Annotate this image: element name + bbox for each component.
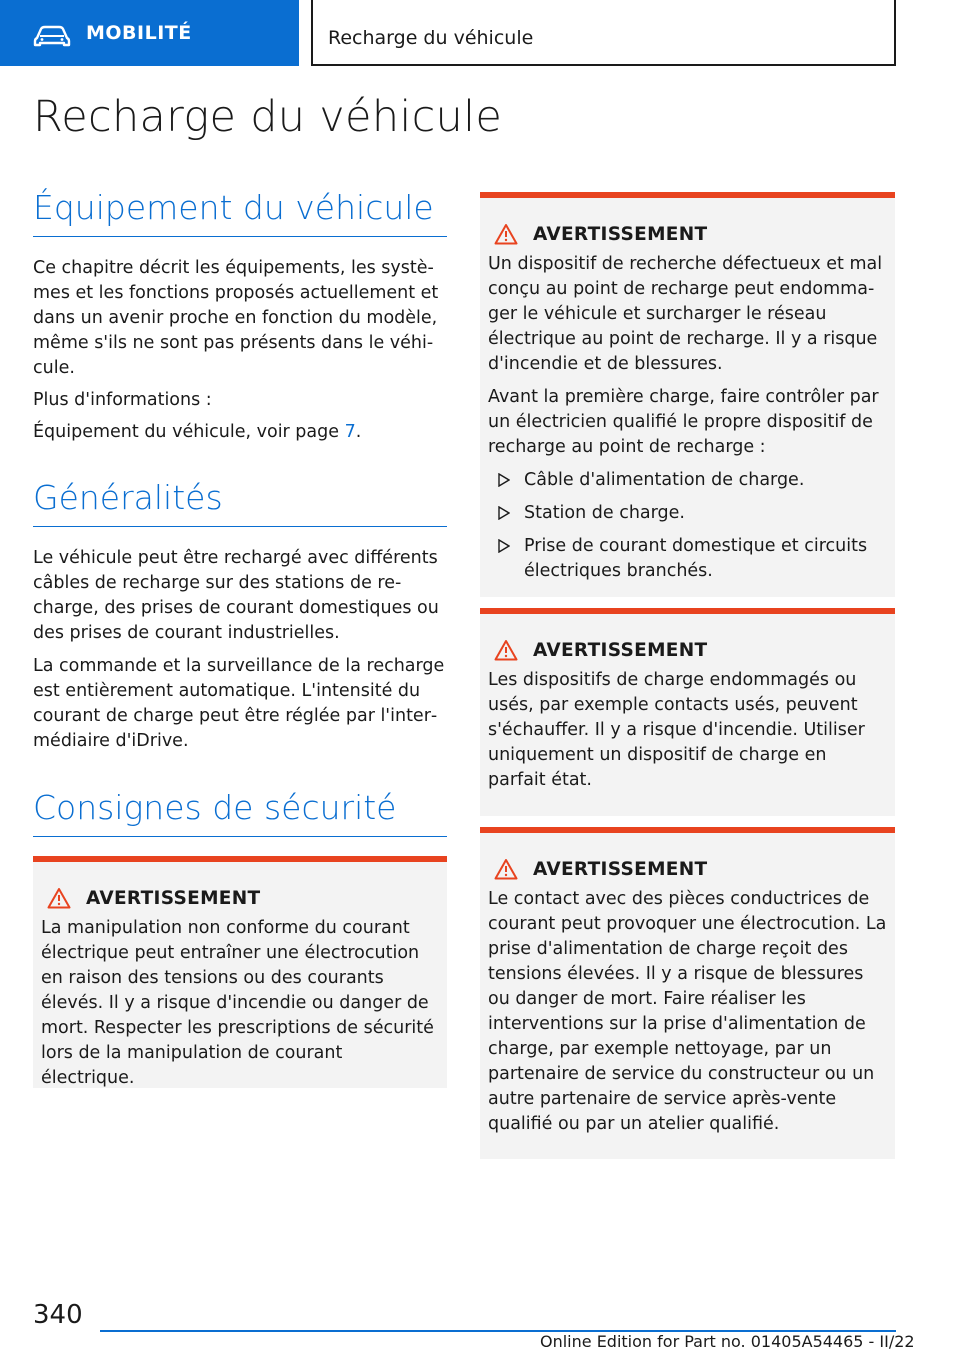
checklist (488, 468, 887, 584)
warning-text-2: Avant la première charge, faire contrôler par un électricien qualifié le propre dispositif de recharge au point de recharge : (488, 387, 879, 457)
warning-box-2 (480, 192, 895, 597)
warning-header (490, 220, 887, 248)
page-link[interactable]: 7 (344, 422, 356, 442)
general-paragraph-1: Le véhicule peut être rechargé avec différents câbles de recharge sur des stations de recharge, des prises de courant domestiques ou des prises de courant industrielles. (33, 548, 439, 643)
warning-triangle-icon (494, 639, 518, 661)
warning-title: AVERTISSEMENT (533, 858, 708, 880)
section-label: MOBILITÉ (86, 22, 192, 44)
warning-header (43, 884, 439, 912)
list-item-text: Câble d'alimentation de charge. (524, 470, 805, 490)
breadcrumb-label: Recharge du véhicule (328, 27, 534, 49)
warning-triangle-icon (47, 887, 71, 909)
bullet-triangle-icon (498, 539, 510, 553)
warning-text: La manipulation non conforme du courant électrique peut entraîner une électrocution en raison des tensions ou des courants élevés. Il y a risque d'incendie ou danger de mort. Respecter les prescriptions de sécurité lors de la manipulation de courant électrique. (41, 918, 434, 1088)
warning-title: AVERTISSEMENT (533, 639, 708, 661)
car-icon (33, 24, 71, 48)
page-title: Recharge du véhicule (33, 92, 503, 142)
breadcrumb (311, 0, 896, 66)
heading-general: Généralités (33, 478, 447, 527)
equipment-reference-end: . (355, 422, 362, 442)
equipment-paragraph: Ce chapitre décrit les équipements, les systèmes et les fonctions proposés actuellement et dans un avenir proche en fonction du modèle, même s'ils ne sont pas présents dans le véhicule. (33, 258, 439, 378)
warning-title: AVERTISSEMENT (533, 223, 708, 245)
list-item-text: Station de charge. (524, 503, 685, 523)
list-item (488, 501, 887, 526)
list-item-text: Prise de courant domestique et circuits électriques branchés. (524, 536, 868, 581)
equipment-reference-text: Équipement du véhicule, voir page (33, 422, 345, 442)
equipment-more-info: Plus d'informations : (33, 390, 212, 410)
heading-safety: Consignes de sécurité (33, 788, 447, 837)
warning-text: Un dispositif de recherche défectueux et mal conçu au point de recharge peut endommager le véhicule et surcharger le réseau électrique au point de recharge. Il y a risque d'incendie et de blessures. (488, 254, 883, 374)
warning-title: AVERTISSEMENT (86, 887, 261, 909)
list-item (488, 534, 887, 584)
equipment-reference (33, 420, 447, 445)
warning-header (490, 855, 887, 883)
heading-equipment: Équipement du véhicule (33, 188, 447, 237)
warning-box-1 (33, 856, 447, 1088)
warning-triangle-icon (494, 858, 518, 880)
warning-box-3 (480, 608, 895, 816)
warning-box-4 (480, 827, 895, 1159)
list-item (488, 468, 887, 493)
section-tab[interactable] (0, 0, 299, 66)
footer-edition: Online Edition for Part no. 01405A54465 - II/22 (540, 1332, 915, 1351)
bullet-triangle-icon (498, 473, 510, 487)
general-paragraph-2: La commande et la surveillance de la recharge est entièrement automatique. L'intensité du courant de charge peut être réglée par l'intermédiaire d'iDrive. (33, 656, 445, 751)
warning-header (490, 636, 887, 664)
warning-text: Le contact avec des pièces conductrices de courant peut provoquer une électrocution. La prise d'alimentation de charge reçoit des tensions élevées. Il y a risque de blessures ou danger de mort. Faire réaliser les interventions sur la prise d'alimentation de charge, par exemple nettoyage, par un partenaire de service du constructeur ou un autre partenaire de service après-vente qualifié ou par un atelier qualifié. (488, 889, 887, 1134)
warning-text: Les dispositifs de charge endommagés ou usés, par exemple contacts usés, peuvent s'échauffer. Il y a risque d'incendie. Utiliser uniquement un dispositif de charge en parfait état. (488, 670, 865, 790)
warning-triangle-icon (494, 223, 518, 245)
bullet-triangle-icon (498, 506, 510, 520)
page-number: 340 (33, 1300, 83, 1330)
